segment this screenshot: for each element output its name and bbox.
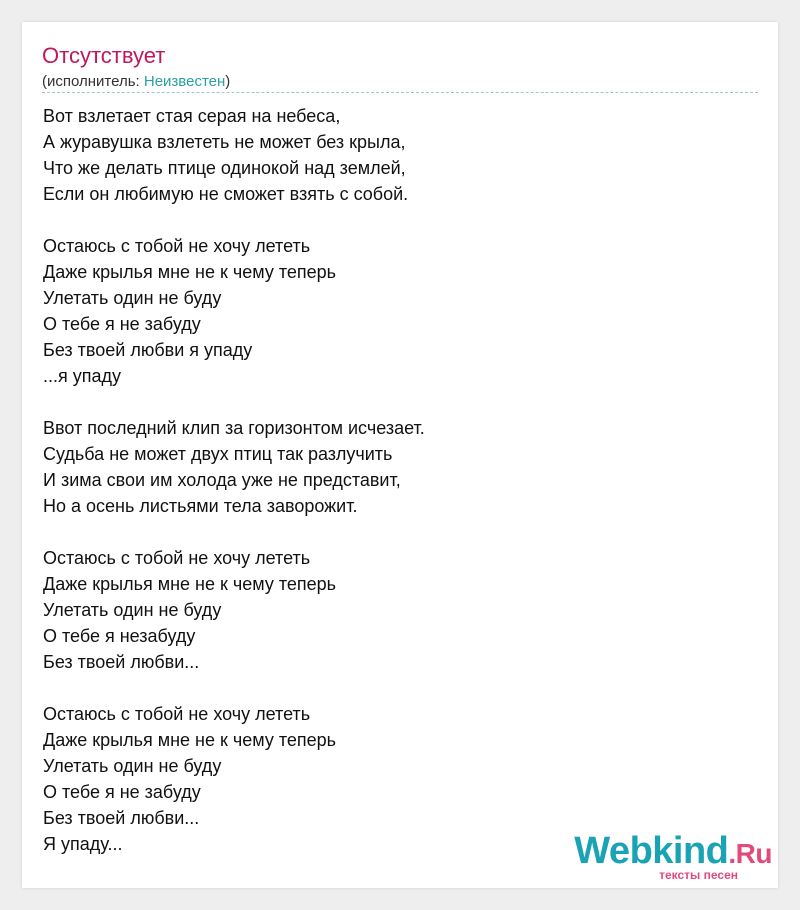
logo-tld: Ru: [735, 838, 772, 869]
lyric-line: Даже крылья мне не к чему теперь: [43, 262, 337, 282]
logo-tagline: тексты песен: [659, 868, 738, 882]
lyric-line: Без твоей любви...: [43, 652, 200, 672]
logo-dot: .: [728, 838, 736, 869]
stanza-gap: [43, 389, 425, 415]
artist-link[interactable]: Неизвестен: [143, 73, 226, 90]
lyric-line: Остаюсь с тобой не хочу лететь: [43, 548, 311, 568]
lyric-line: О тебе я не забуду: [43, 314, 201, 334]
lyric-line: Но а осень листьями тела заворожит.: [43, 496, 358, 516]
artist-suffix: ): [225, 73, 231, 90]
song-title: Отсутствует: [42, 43, 166, 68]
lyric-line: Остаюсь с тобой не хочу лететь: [43, 236, 311, 256]
lyric-line: О тебе я не забуду: [43, 782, 201, 802]
lyric-line: Я упаду...: [43, 834, 123, 854]
lyrics-text: [43, 103, 425, 857]
lyric-line: А журавушка взлететь не может без крыла,: [43, 132, 406, 152]
lyric-line: Судьба не может двух птиц так разлучить: [43, 444, 393, 464]
stanza-gap: [43, 675, 425, 701]
stanza-gap: [43, 207, 425, 233]
lyric-line: И зима свои им холода уже не представит,: [43, 470, 401, 490]
lyric-line: Вот взлетает стая серая на небеса,: [43, 106, 341, 126]
lyric-line: Без твоей любви я упаду: [43, 340, 253, 360]
artist-prefix: (исполнитель:: [42, 73, 144, 90]
lyrics-card: [22, 22, 778, 888]
lyric-line: Улетать один не буду: [43, 600, 222, 620]
lyric-line: Остаюсь с тобой не хочу лететь: [43, 704, 311, 724]
lyric-line: Без твоей любви...: [43, 808, 200, 828]
lyric-line: Улетать один не буду: [43, 288, 222, 308]
lyric-line: Если он любимую не сможет взять с собой.: [43, 184, 409, 204]
divider: [42, 92, 758, 93]
lyric-line: Даже крылья мне не к чему теперь: [43, 730, 337, 750]
song-artist-line: [42, 72, 230, 92]
lyric-line: Ввот последний клип за горизонтом исчезает.: [43, 418, 425, 438]
lyric-line: Улетать один не буду: [43, 756, 222, 776]
lyric-line: ...я упаду: [43, 366, 122, 386]
webkind-logo[interactable]: [574, 831, 772, 882]
lyric-line: О тебе я незабуду: [43, 626, 196, 646]
lyric-line: Даже крылья мне не к чему теперь: [43, 574, 337, 594]
stanza-gap: [43, 519, 425, 545]
lyric-line: Что же делать птице одинокой над землей,: [43, 158, 406, 178]
logo-name: Webkind: [574, 830, 729, 872]
